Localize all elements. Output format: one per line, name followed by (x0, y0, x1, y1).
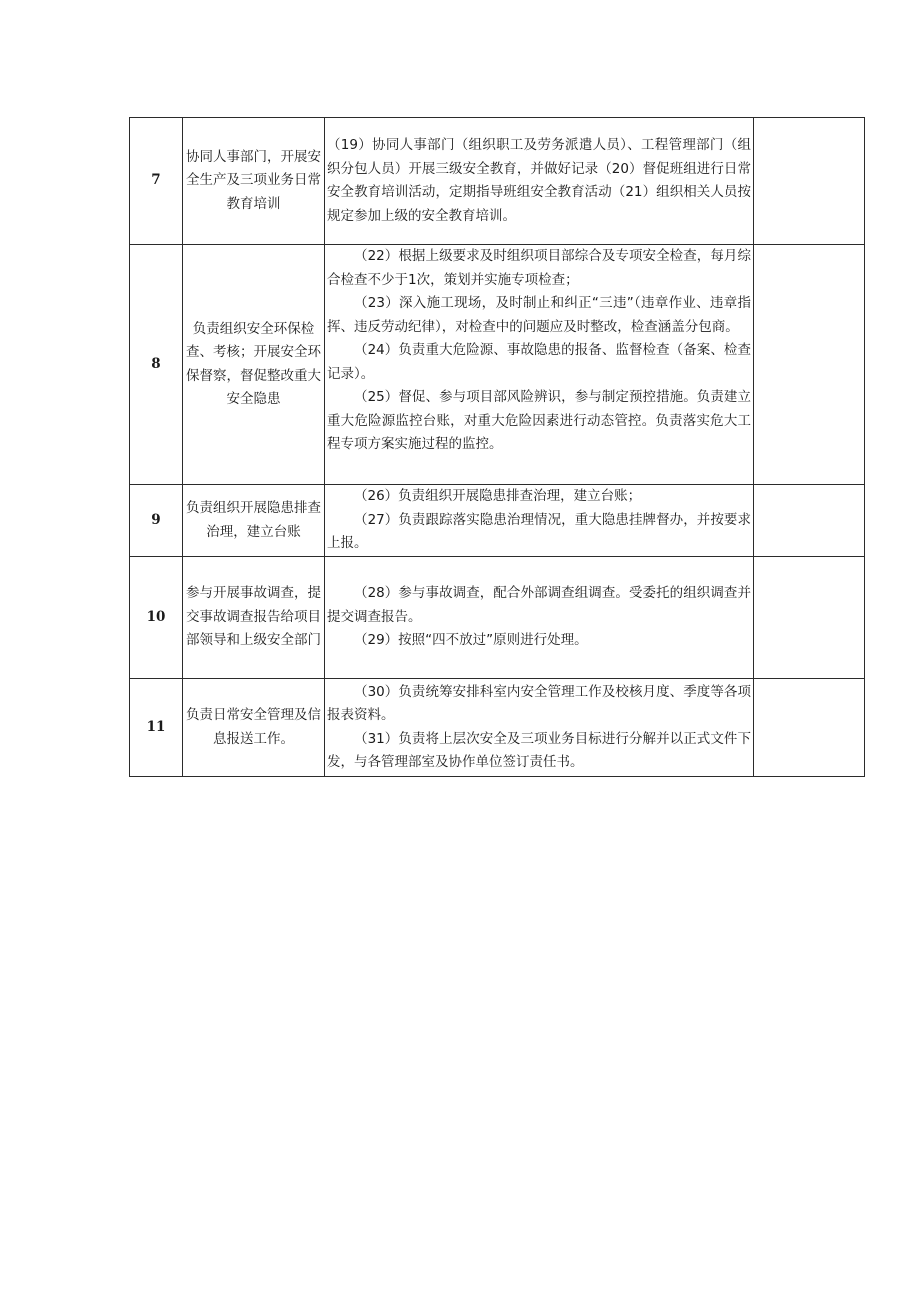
table-row (130, 679, 865, 777)
duty-item: 负责组织安全环保检查、考核；开展安全环保督察，督促整改重大安全隐患 (183, 245, 325, 485)
content-paragraph: （24）负责重大危险源、事故隐患的报备、监督检查（备案、检查记录）。 (327, 342, 751, 382)
table-row (130, 118, 865, 245)
row-number: 7 (130, 118, 183, 245)
table-row (130, 557, 865, 679)
remark-cell (754, 118, 865, 245)
duty-content (325, 118, 754, 245)
duty-item: 负责日常安全管理及信息报送工作。 (183, 679, 325, 777)
row-number: 8 (130, 245, 183, 485)
content-paragraph: （28）参与事故调查，配合外部调查组调查。受委托的组织调查并提交调查报告。 (327, 585, 751, 625)
table-row (130, 245, 865, 485)
duty-content (325, 679, 754, 777)
row-number: 10 (130, 557, 183, 679)
row-number: 11 (130, 679, 183, 777)
duty-item: 负责组织开展隐患排查治理，建立台账 (183, 485, 325, 557)
duty-content (325, 245, 754, 485)
content-paragraph: （31）负责将上层次安全及三项业务目标进行分解并以正式文件下发，与各管理部室及协作单位签订责任书。 (327, 730, 751, 770)
content-paragraph: （22）根据上级要求及时组织项目部综合及专项安全检查，每月综合检查不少于1次，策划并实施专项检查； (327, 248, 751, 288)
remark-cell (754, 557, 865, 679)
duty-item: 协同人事部门，开展安全生产及三项业务日常教育培训 (183, 118, 325, 245)
duty-content (325, 485, 754, 557)
content-paragraph: （23）深入施工现场，及时制止和纠正“三违”（违章作业、违章指挥、违反劳动纪律），对检查中的问题应及时整改，检查涵盖分包商。 (327, 295, 751, 335)
content-paragraph: （27）负责跟踪落实隐患治理情况，重大隐患挂牌督办，并按要求上报。 (327, 511, 751, 552)
content-paragraph: （19）协同人事部门（组织职工及劳务派遣人员）、工程管理部门（组织分包人员）开展三级安全教育，并做好记录（20）督促班组进行日常安全教育培训活动，定期指导班组安全教育活动（21）组织相关人员按规定参加上级的安全教育培训。 (327, 137, 751, 224)
content-paragraph: （30）负责统筹安排科室内安全管理工作及校核月度、季度等各项报表资料。 (327, 683, 751, 723)
row-number: 9 (130, 485, 183, 557)
remark-cell (754, 245, 865, 485)
content-paragraph: （26）负责组织开展隐患排查治理，建立台账； (354, 488, 642, 505)
responsibility-table (129, 117, 865, 777)
content-paragraph: （25）督促、参与项目部风险辨识，参与制定预控措施。负责建立重大危险源监控台账，对重大危险因素进行动态管控。负责落实危大工程专项方案实施过程的监控。 (327, 389, 751, 452)
duty-content (325, 557, 754, 679)
remark-cell (754, 485, 865, 557)
table-row (130, 485, 865, 557)
duty-item: 参与开展事故调查，提交事故调查报告给项目部领导和上级安全部门 (183, 557, 325, 679)
content-paragraph: （29）按照“四不放过”原则进行处理。 (354, 632, 588, 649)
remark-cell (754, 679, 865, 777)
